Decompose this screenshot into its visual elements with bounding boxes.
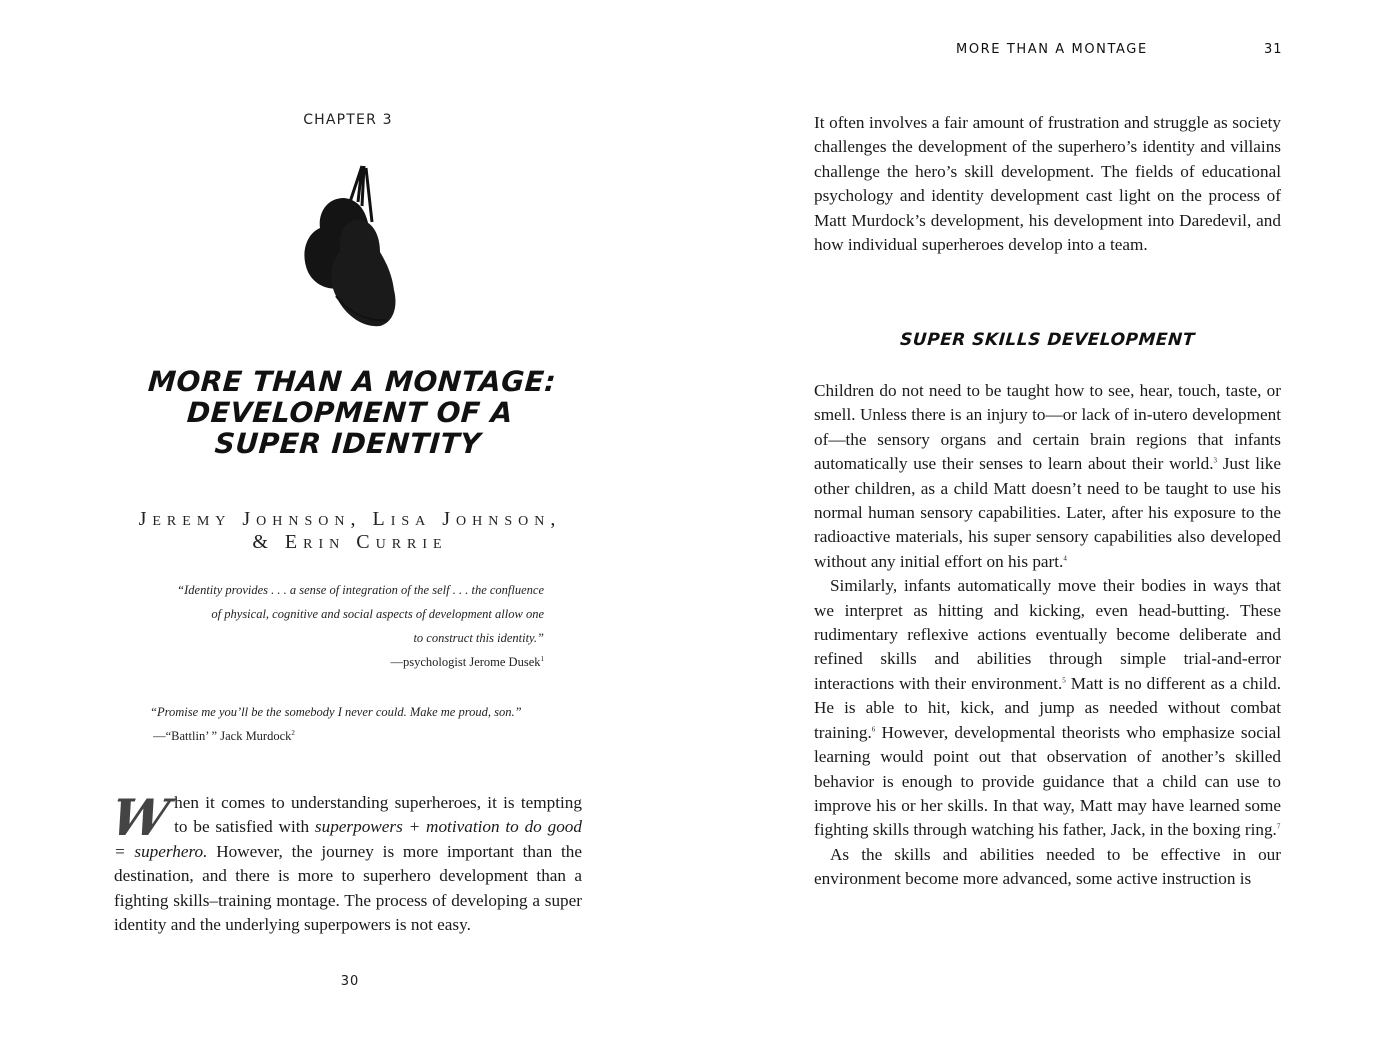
chapter-authors xyxy=(100,508,600,554)
paragraph: It often involves a fair amount of frustration and struggle as society challenges the development of the superhero’s identity and villains challenge the hero’s skill development. The fields of educational psychology and identity development cast light on the process of Matt Murdock’s development, his development into Daredevil, and how individual superheroes develop into a team. xyxy=(814,113,1281,255)
chapter-title-line: MORE THAN A MONTAGE: xyxy=(147,365,558,398)
boxing-gloves-icon xyxy=(296,162,400,336)
paragraph-text: Similarly, infants automatically move their bodies in ways that we interpret as hitting and kicking, even head-butting. These rudimentary reflexive actions eventually become deliberate and refined skills and abilities through simple trial-and-error interactions with their environment. xyxy=(814,576,1281,693)
chapter-title xyxy=(117,366,584,459)
right-page xyxy=(698,0,1396,1046)
authors-line: & Erin Currie xyxy=(252,531,448,553)
page-number-right: 31 xyxy=(1264,42,1283,57)
body-italic-text: superpowers + motivation to do good = superhero. xyxy=(114,817,582,861)
section-heading: SUPER SKILLS DEVELOPMENT xyxy=(899,330,1196,350)
epigraph-line: of physical, cognitive and social aspects of development allow one xyxy=(211,607,544,621)
footnote-ref: 1 xyxy=(540,654,544,663)
paragraph-text: Children do not need to be taught how to see, hear, touch, taste, or smell. Unless there is an injury to—or lack of in-utero development of—the sensory organs and certain brain regions that infants automatically use their senses to learn about their world. xyxy=(814,381,1281,474)
attribution-text: —“Battlin’ ” Jack Murdock xyxy=(153,729,292,743)
chapter-title-line: DEVELOPMENT OF A xyxy=(185,396,515,429)
footnote-ref: 4 xyxy=(1063,554,1067,563)
footnote-ref: 6 xyxy=(871,724,876,733)
continuation-paragraph xyxy=(814,111,1281,257)
paragraph-text: Just like other children, as a child Matt doesn’t need to be taught to use his normal human sensory capabilities. Later, after his exposure to the radioactive materials, his super sensory capabilities also developed without any initial effort on his part. xyxy=(814,454,1281,571)
paragraph: As the skills and abilities needed to be effective in our environment become more advanced, some active instruction is xyxy=(814,844,1281,889)
body-text: However, the journey is more important than the destination, and there is more to superhero development than a fighting skills–training montage. The process of developing a super identity and the underlying superpowers is not easy. xyxy=(114,841,582,935)
drop-cap: W xyxy=(106,788,174,847)
footnote-ref: 5 xyxy=(1062,676,1066,685)
paragraph-text: However, developmental theorists who emphasize social learning would point out that observation of another’s skilled behavior is enough to provide guidance that a child can use to improve his or her skills. In that way, Matt may have learned some fighting skills through watching his father, Jack, in the boxing ring. xyxy=(814,722,1281,840)
paragraph xyxy=(814,574,1281,842)
chapter-title-line: SUPER IDENTITY xyxy=(213,427,482,460)
footnote-ref: 7 xyxy=(1276,822,1281,831)
footnote-ref: 3 xyxy=(1213,456,1217,465)
epigraph-attribution xyxy=(150,650,544,674)
epigraph-line: “Identity provides . . . a sense of integration of the self . . . the confluence xyxy=(177,583,544,597)
paragraph xyxy=(814,379,1281,574)
epigraph-attribution xyxy=(150,724,544,748)
epigraph-murdock xyxy=(150,700,544,748)
attribution-text: —psychologist Jerome Dusek xyxy=(390,655,541,669)
section-body xyxy=(814,379,1281,892)
epigraph-line: “Promise me you’ll be the somebody I never could. Make me proud, son.” xyxy=(150,705,522,719)
authors-line: Jeremy Johnson, Lisa Johnson, xyxy=(138,508,562,530)
epigraph-line: to construct this identity.” xyxy=(413,631,544,645)
chapter-opening-paragraph xyxy=(106,788,582,937)
body-text: hen it comes to understanding superheroes, it is tempting to be satisfied with xyxy=(174,793,582,837)
running-head: MORE THAN A MONTAGE xyxy=(956,42,1148,57)
footnote-ref: 2 xyxy=(291,728,295,737)
epigraph-dusek xyxy=(150,578,544,674)
paragraph-text: Matt is no different as a child. He is able to hit, kick, and jump as needed without combat training. xyxy=(814,673,1282,742)
chapter-label: CHAPTER 3 xyxy=(303,112,393,128)
page-number-left: 30 xyxy=(340,974,360,989)
